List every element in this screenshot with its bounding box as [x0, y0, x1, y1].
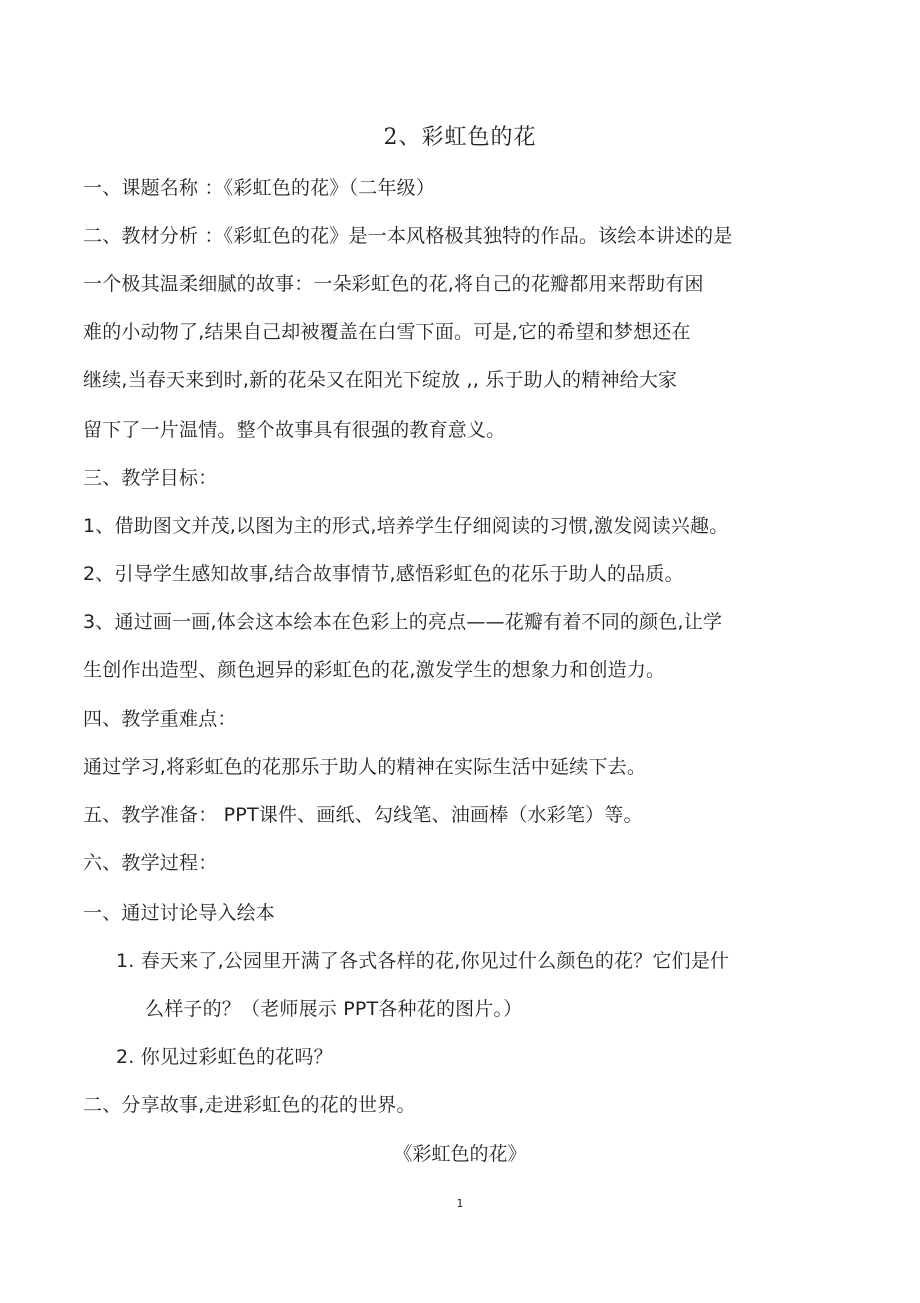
- goal-item-2: 2、引导学生感知故事,结合故事情节,感悟彩虹色的花乐于助人的品质。: [83, 563, 684, 585]
- process-step-2: 二、分享故事,走进彩虹色的花的世界。: [83, 1094, 416, 1116]
- section-heading-goals: 三、教学目标：: [83, 467, 218, 489]
- section-heading-process: 六、教学过程：: [83, 852, 218, 874]
- process-item-1: 1. 春天来了,公园里开满了各式各样的花,你见过什么颜色的花？它们是什: [116, 950, 730, 972]
- story-title: 《彩虹色的花》: [393, 1143, 527, 1165]
- page-number: 1: [456, 1197, 464, 1210]
- text-line-analysis: 二、教材分析 ：《彩虹色的花》是一本风格极其独特的作品。该绘本讲述的是: [83, 225, 733, 247]
- goal-item-3-cont: 生创作出造型、颜色迥异的彩虹色的花,激发学生的想象力和创造力。: [83, 659, 666, 681]
- section-heading-key-points: 四、教学重难点：: [83, 708, 237, 730]
- process-item-2: 2. 你见过彩虹色的花吗？: [116, 1046, 333, 1068]
- goal-item-1: 1、借助图文并茂,以图为主的形式,培养学生仔细阅读的习惯,激发阅读兴趣。: [83, 515, 729, 537]
- text-line-analysis-4: 继续,当春天来到时,新的花朵又在阳光下绽放 ,, 乐于助人的精神给大家: [83, 369, 678, 391]
- page-title: 2、彩虹色的花: [383, 125, 537, 150]
- process-item-1-cont: 么样子的？（老师展示 PPT各种花的图片。）: [145, 998, 523, 1020]
- text-line-analysis-5: 留下了一片温情。整个故事具有很强的教育意义。: [83, 419, 506, 441]
- text-line-analysis-3: 难的小动物了,结果自己却被覆盖在白雪下面。可是,它的希望和梦想还在: [83, 321, 691, 343]
- text-line-topic: 一、课题名称 ：《彩虹色的花》（二年级）: [83, 177, 436, 199]
- text-line-preparation: 五、教学准备： PPT课件、画纸、勾线笔、油画棒（水彩笔）等。: [83, 804, 643, 826]
- text-line-analysis-2: 一个极其温柔细腻的故事：一朵彩虹色的花,将自己的花瓣都用来帮助有困: [83, 273, 704, 295]
- goal-item-3: 3、通过画一画,体会这本绘本在色彩上的亮点——花瓣有着不同的颜色,让学: [83, 611, 723, 633]
- process-step-1: 一、通过讨论导入绘本: [83, 902, 276, 924]
- key-points-text: 通过学习,将彩虹色的花那乐于助人的精神在实际生活中延续下去。: [83, 756, 647, 778]
